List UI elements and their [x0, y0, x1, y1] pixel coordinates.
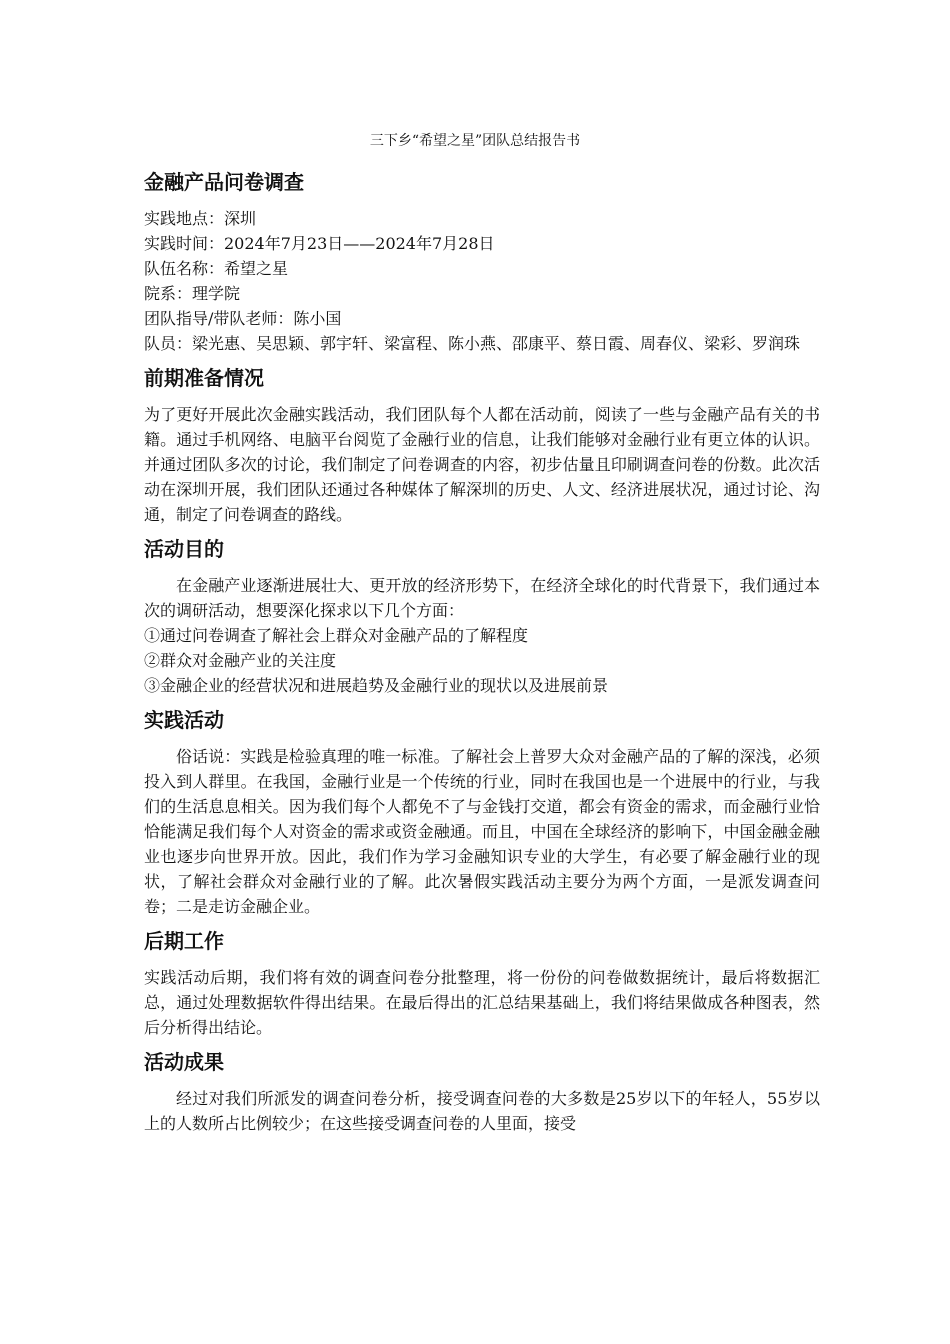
document-title: 金融产品问卷调查 [144, 170, 304, 194]
section-text: 在金融产业逐渐进展壮大、更开放的经济形势下，在经济全球化的时代背景下，我们通过本次的调研活动，想要深化探求以下几个方面： [144, 576, 820, 620]
section-text: 俗话说：实践是检验真理的唯一标准。了解社会上普罗大众对金融产品的了解的深浅，必须投入到人群里。在我国，金融行业是一个传统的行业，同时在我国也是一个进展中的行业，与我们的生活息息相关。因为我们每个人都免不了与金钱打交道，都会有资金的需求，而金融行业恰恰能满足我们每个人对资金的需求或资金融通。而且，中国在全球经济的影响下，中国金融金融业也逐步向世界开放。因此，我们作为学习金融知识专业的大学生，有必要了解金融行业的现状，了解社会群众对金融行业的了解。此次暑假实践活动主要分为两个方面，一是派发调查问卷；二是走访金融企业。 [144, 747, 820, 916]
info-time: 实践时间：2024年7月23日——2024年7月28日 [144, 234, 495, 253]
info-team: 队伍名称：希望之星 [144, 259, 289, 278]
purpose-item: ①通过问卷调查了解社会上群众对金融产品的了解程度 [144, 626, 529, 645]
purpose-item: ②群众对金融产业的关注度 [144, 651, 337, 670]
section-text: 实践活动后期，我们将有效的调查问卷分批整理，将一份份的问卷做数据统计，最后将数据汇总，通过处理数据软件得出结果。在最后得出的汇总结果基础上，我们将结果做成各种图表，然后分析得出结论。 [144, 968, 820, 1037]
section-later [144, 925, 820, 1040]
document-body [144, 160, 820, 1142]
purpose-item: ③金融企业的经营状况和进展趋势及金融行业的现状以及进展前景 [144, 676, 609, 695]
page-header: 三下乡“希望之星”团队总结报告书 [369, 133, 581, 149]
section-prep [144, 362, 820, 527]
info-location: 实践地点：深圳 [144, 209, 257, 228]
info-teacher: 团队指导/带队老师：陈小国 [144, 309, 342, 328]
info-department: 院系：理学院 [144, 284, 241, 303]
section-purpose [144, 533, 820, 698]
section-heading: 前期准备情况 [144, 366, 264, 390]
section-heading: 实践活动 [144, 708, 224, 732]
section-heading: 活动目的 [144, 537, 224, 561]
section-results [144, 1046, 820, 1136]
info-block [144, 206, 820, 356]
section-heading: 后期工作 [144, 929, 224, 953]
info-members: 队员：梁光惠、吴思颖、郭宇轩、梁富程、陈小燕、邵康平、蔡日霞、周春仪、梁彩、罗润珠 [144, 334, 801, 353]
section-heading: 活动成果 [144, 1050, 224, 1074]
section-text: 经过对我们所派发的调查问卷分析，接受调查问卷的大多数是25岁以下的年轻人，55岁以上的人数所占比例较少；在这些接受调查问卷的人里面，接受 [144, 1089, 820, 1133]
section-text: 为了更好开展此次金融实践活动，我们团队每个人都在活动前，阅读了一些与金融产品有关的书籍。通过手机网络、电脑平台阅览了金融行业的信息，让我们能够对金融行业有更立体的认识。并通过团队多次的讨论，我们制定了问卷调查的内容，初步估量且印刷调查问卷的份数。此次活动在深圳开展，我们团队还通过各种媒体了解深圳的历史、人文、经济进展状况，通过讨论、沟通，制定了问卷调查的路线。 [144, 405, 820, 524]
section-practice [144, 704, 820, 919]
